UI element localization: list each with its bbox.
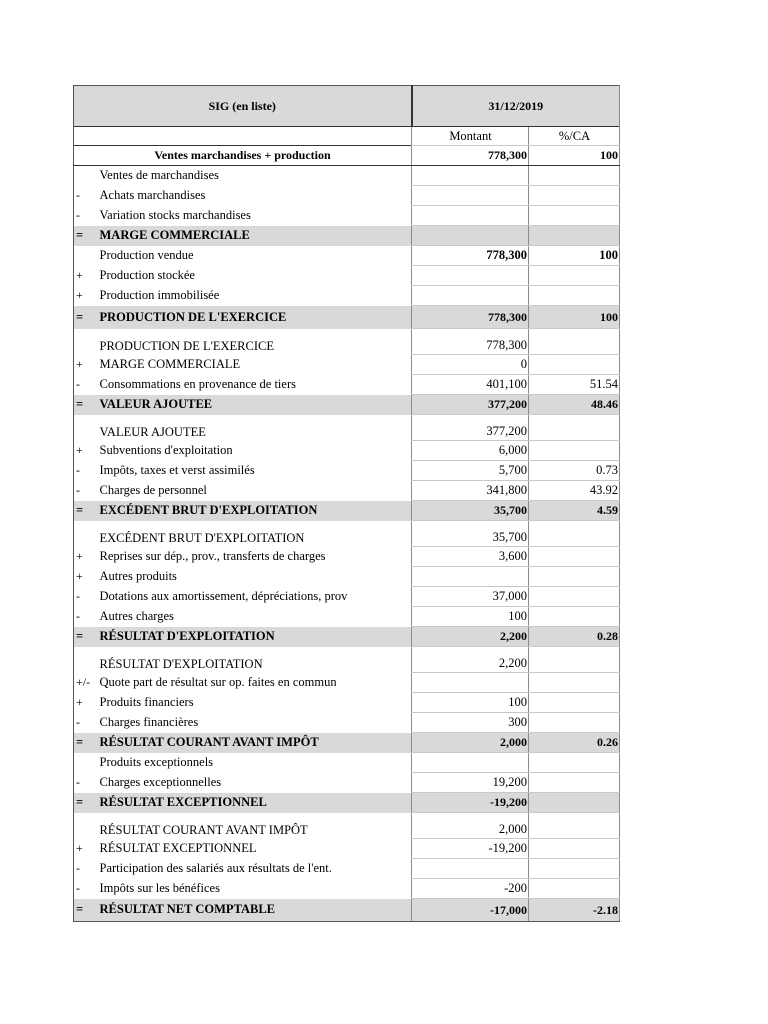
sig-rows bbox=[74, 166, 620, 922]
row-label: VALEUR AJOUTEE bbox=[94, 395, 412, 415]
row-amount: 6,000 bbox=[412, 441, 529, 461]
row-pct bbox=[529, 673, 620, 693]
row-sign: +/- bbox=[74, 673, 94, 693]
row-pct bbox=[529, 587, 620, 607]
row-amount: -17,000 bbox=[412, 899, 529, 922]
table-row bbox=[74, 266, 620, 286]
row-label: Impôts, taxes et verst assimilés bbox=[99, 463, 255, 477]
row-label: Production immobilisée bbox=[99, 288, 220, 302]
row-pct: -2.18 bbox=[529, 899, 620, 922]
table-row bbox=[74, 415, 620, 441]
row-amount: 778,300 bbox=[412, 246, 529, 266]
total-row bbox=[74, 306, 620, 329]
row-sign: = bbox=[74, 226, 94, 246]
header-row bbox=[74, 86, 620, 127]
row-sign: - bbox=[74, 206, 94, 226]
row-sign: - bbox=[74, 607, 94, 627]
row-amount bbox=[412, 286, 529, 306]
row-amount: 778,300 bbox=[412, 329, 529, 355]
table-row bbox=[74, 286, 620, 306]
row-sign: + bbox=[74, 441, 94, 461]
row-sign: - bbox=[74, 773, 94, 793]
row-pct bbox=[529, 773, 620, 793]
row-pct: 43.92 bbox=[529, 481, 620, 501]
table-row bbox=[74, 355, 620, 375]
table-row bbox=[74, 521, 620, 547]
table-row bbox=[74, 673, 620, 693]
row-sign: - bbox=[74, 461, 94, 481]
row-pct: 0.73 bbox=[529, 461, 620, 481]
row-label: Charges exceptionnelles bbox=[99, 775, 222, 789]
table-row bbox=[74, 693, 620, 713]
row-sign: - bbox=[74, 859, 94, 879]
row-amount: 35,700 bbox=[412, 501, 529, 521]
table-row bbox=[74, 713, 620, 733]
row-label: Autres produits bbox=[99, 569, 177, 583]
row-label: RÉSULTAT NET COMPTABLE bbox=[94, 899, 412, 922]
row-label: RÉSULTAT COURANT AVANT IMPÔT bbox=[94, 733, 412, 753]
sig-table bbox=[73, 85, 620, 922]
row-pct bbox=[529, 813, 620, 839]
row-sign: = bbox=[74, 627, 94, 647]
row-label: Autres charges bbox=[99, 609, 174, 623]
row-amount: 100 bbox=[412, 607, 529, 627]
table-row bbox=[74, 206, 620, 226]
table-row bbox=[74, 753, 620, 773]
top-row-pct: 100 bbox=[529, 146, 620, 166]
row-amount bbox=[412, 567, 529, 587]
row-sign bbox=[74, 647, 94, 673]
row-pct: 100 bbox=[529, 246, 620, 266]
total-row bbox=[74, 899, 620, 922]
table-row bbox=[74, 547, 620, 567]
row-sign: - bbox=[74, 713, 94, 733]
row-label: EXCÉDENT BRUT D'EXPLOITATION bbox=[99, 530, 305, 545]
row-amount: 19,200 bbox=[412, 773, 529, 793]
table-row bbox=[74, 481, 620, 501]
row-pct: 0.28 bbox=[529, 627, 620, 647]
row-label: Production vendue bbox=[99, 248, 194, 262]
row-label: RÉSULTAT D'EXPLOITATION bbox=[99, 656, 263, 671]
row-pct bbox=[529, 647, 620, 673]
row-pct bbox=[529, 793, 620, 813]
table-row bbox=[74, 587, 620, 607]
row-amount bbox=[412, 166, 529, 186]
row-sign: = bbox=[74, 306, 94, 329]
row-pct bbox=[529, 607, 620, 627]
row-amount: 2,200 bbox=[412, 627, 529, 647]
row-sign: + bbox=[74, 547, 94, 567]
row-pct: 0.26 bbox=[529, 733, 620, 753]
row-pct bbox=[529, 521, 620, 547]
row-sign: = bbox=[74, 395, 94, 415]
row-amount: 300 bbox=[412, 713, 529, 733]
row-sign: - bbox=[74, 481, 94, 501]
row-pct bbox=[529, 186, 620, 206]
row-label: Produits financiers bbox=[99, 695, 194, 709]
column-pct-header: %/CA bbox=[529, 127, 620, 146]
row-label: Production stockée bbox=[99, 268, 195, 282]
table-row bbox=[74, 839, 620, 859]
row-pct bbox=[529, 206, 620, 226]
sig-sheet bbox=[73, 85, 619, 922]
row-pct bbox=[529, 879, 620, 899]
table-row bbox=[74, 186, 620, 206]
row-pct bbox=[529, 567, 620, 587]
row-amount: 5,700 bbox=[412, 461, 529, 481]
row-sign bbox=[74, 415, 94, 441]
row-sign bbox=[74, 166, 94, 186]
row-pct bbox=[529, 839, 620, 859]
row-pct bbox=[529, 266, 620, 286]
row-label: RÉSULTAT EXCEPTIONNEL bbox=[94, 793, 412, 813]
row-sign: + bbox=[74, 839, 94, 859]
row-sign: = bbox=[74, 733, 94, 753]
row-sign: + bbox=[74, 693, 94, 713]
total-row bbox=[74, 733, 620, 753]
row-amount: 2,000 bbox=[412, 813, 529, 839]
row-label: RÉSULTAT D'EXPLOITATION bbox=[94, 627, 412, 647]
row-amount: 778,300 bbox=[412, 306, 529, 329]
row-sign bbox=[74, 753, 94, 773]
row-amount bbox=[412, 673, 529, 693]
row-sign: - bbox=[74, 186, 94, 206]
row-pct: 100 bbox=[529, 306, 620, 329]
row-label: Quote part de résultat sur op. faites en commun bbox=[99, 675, 337, 689]
row-amount: 35,700 bbox=[412, 521, 529, 547]
table-row bbox=[74, 246, 620, 266]
row-label: Charges de personnel bbox=[99, 483, 207, 497]
table-title: SIG (en liste) bbox=[74, 86, 412, 127]
row-label: PRODUCTION DE L'EXERCICE bbox=[94, 306, 412, 329]
table-row bbox=[74, 461, 620, 481]
top-row-label: Ventes marchandises + production bbox=[74, 146, 412, 166]
row-pct: 4.59 bbox=[529, 501, 620, 521]
row-amount bbox=[412, 226, 529, 246]
column-date: 31/12/2019 bbox=[412, 86, 620, 127]
row-amount: 2,000 bbox=[412, 733, 529, 753]
row-label: Ventes de marchandises bbox=[99, 168, 219, 183]
row-pct bbox=[529, 355, 620, 375]
table-row bbox=[74, 375, 620, 395]
row-amount: 3,600 bbox=[412, 547, 529, 567]
row-pct bbox=[529, 547, 620, 567]
row-sign: + bbox=[74, 266, 94, 286]
row-label: Achats marchandises bbox=[99, 188, 206, 202]
row-amount: -200 bbox=[412, 879, 529, 899]
row-amount: 341,800 bbox=[412, 481, 529, 501]
row-amount: 377,200 bbox=[412, 395, 529, 415]
row-pct: 48.46 bbox=[529, 395, 620, 415]
row-label: Variation stocks marchandises bbox=[99, 208, 251, 222]
row-label: EXCÉDENT BRUT D'EXPLOITATION bbox=[94, 501, 412, 521]
row-label: RÉSULTAT COURANT AVANT IMPÔT bbox=[99, 822, 308, 837]
table-row bbox=[74, 607, 620, 627]
column-header-row bbox=[74, 127, 620, 146]
row-amount bbox=[412, 859, 529, 879]
table-row bbox=[74, 879, 620, 899]
row-sign: = bbox=[74, 899, 94, 922]
row-sign: = bbox=[74, 501, 94, 521]
row-pct bbox=[529, 415, 620, 441]
row-label: PRODUCTION DE L'EXERCICE bbox=[99, 338, 274, 353]
row-amount: -19,200 bbox=[412, 839, 529, 859]
row-pct bbox=[529, 713, 620, 733]
row-pct bbox=[529, 753, 620, 773]
row-sign: + bbox=[74, 567, 94, 587]
row-amount: 2,200 bbox=[412, 647, 529, 673]
row-pct bbox=[529, 286, 620, 306]
table-row bbox=[74, 329, 620, 355]
row-sign: - bbox=[74, 879, 94, 899]
row-label: Reprises sur dép., prov., transferts de charges bbox=[99, 549, 326, 563]
row-sign: + bbox=[74, 355, 94, 375]
row-label: Produits exceptionnels bbox=[99, 755, 214, 769]
row-label: Impôts sur les bénéfices bbox=[99, 881, 220, 895]
row-pct: 51.54 bbox=[529, 375, 620, 395]
row-sign bbox=[74, 329, 94, 355]
blank-cell bbox=[74, 127, 412, 146]
table-row bbox=[74, 813, 620, 839]
row-label: Participation des salariés aux résultats de l'ent. bbox=[99, 861, 332, 875]
table-row bbox=[74, 166, 620, 186]
total-row bbox=[74, 501, 620, 521]
row-label: Dotations aux amortissement, dépréciations, prov bbox=[99, 589, 348, 603]
table-row bbox=[74, 647, 620, 673]
row-label: MARGE COMMERCIALE bbox=[94, 226, 412, 246]
row-amount: 0 bbox=[412, 355, 529, 375]
row-sign bbox=[74, 813, 94, 839]
top-row-amount: 778,300 bbox=[412, 146, 529, 166]
total-row bbox=[74, 395, 620, 415]
row-amount: 401,100 bbox=[412, 375, 529, 395]
row-pct bbox=[529, 859, 620, 879]
row-pct bbox=[529, 329, 620, 355]
row-label: MARGE COMMERCIALE bbox=[99, 357, 241, 371]
row-amount: 37,000 bbox=[412, 587, 529, 607]
table-row bbox=[74, 567, 620, 587]
row-pct bbox=[529, 166, 620, 186]
row-amount bbox=[412, 206, 529, 226]
row-label: Charges financières bbox=[99, 715, 199, 729]
column-amount-header: Montant bbox=[412, 127, 529, 146]
total-row bbox=[74, 627, 620, 647]
row-pct bbox=[529, 441, 620, 461]
table-row bbox=[74, 773, 620, 793]
row-label: RÉSULTAT EXCEPTIONNEL bbox=[99, 841, 257, 855]
row-label: Subventions d'exploitation bbox=[99, 443, 233, 457]
row-label: VALEUR AJOUTEE bbox=[99, 424, 206, 439]
row-sign bbox=[74, 521, 94, 547]
table-row bbox=[74, 859, 620, 879]
row-sign: = bbox=[74, 793, 94, 813]
row-amount bbox=[412, 186, 529, 206]
row-amount: -19,200 bbox=[412, 793, 529, 813]
top-row bbox=[74, 146, 620, 166]
total-row bbox=[74, 793, 620, 813]
row-pct bbox=[529, 693, 620, 713]
row-amount: 100 bbox=[412, 693, 529, 713]
row-sign: - bbox=[74, 375, 94, 395]
total-row bbox=[74, 226, 620, 246]
row-sign: - bbox=[74, 587, 94, 607]
table-row bbox=[74, 441, 620, 461]
row-label: Consommations en provenance de tiers bbox=[99, 377, 296, 391]
row-amount: 377,200 bbox=[412, 415, 529, 441]
row-sign bbox=[74, 246, 94, 266]
row-sign: + bbox=[74, 286, 94, 306]
row-amount bbox=[412, 753, 529, 773]
row-pct bbox=[529, 226, 620, 246]
row-amount bbox=[412, 266, 529, 286]
